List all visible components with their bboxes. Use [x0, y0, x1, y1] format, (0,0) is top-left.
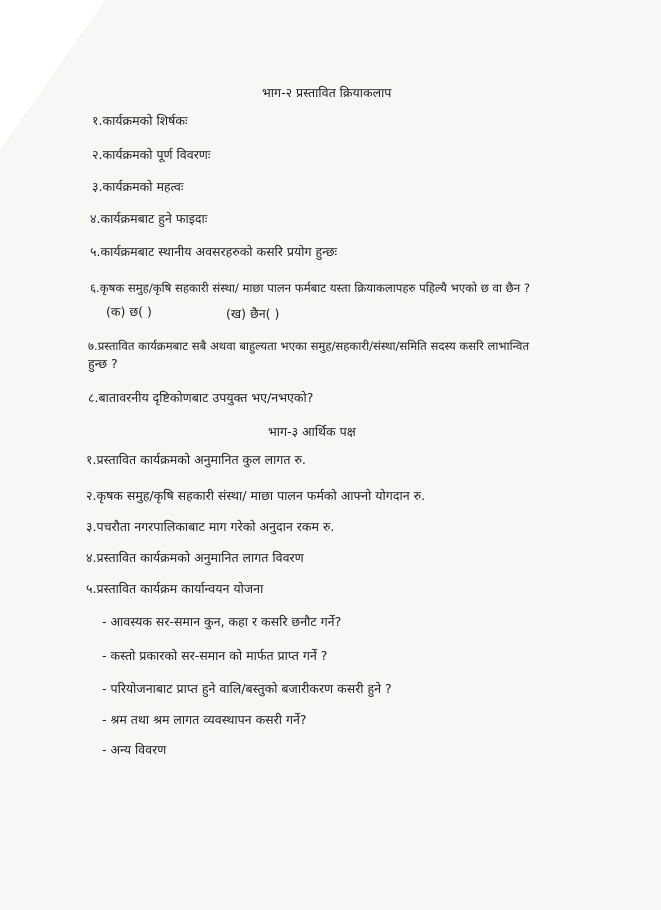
question-own-contribution: २.कृषक समुह/कृषि सहकारी संस्था/ माछा पालन फर्मको आफ्नो योगदान रु. [86, 488, 426, 503]
question-grant-amount: ३.पचरौता नगरपालिकाबाट माग गरेको अनुदान रकम रु. [86, 519, 335, 534]
question-local-opportunities: ५.कार्यक्रमबाट स्थानीय अवसरहरुको कसरि प्रयोग हुन्छः [90, 244, 337, 259]
question-total-cost: १.प्रस्तावित कार्यक्रमको अनुमानित कुल लागत रु. [86, 452, 306, 467]
section-2-heading: भाग-२ प्रस्तावित क्रियाकलाप [262, 85, 392, 100]
question-title: १.कार्यक्रमको शिर्षकः [92, 113, 188, 128]
sub-item-marketing: - परियोजनाबाट प्राप्त हुने वालि/बस्तुको बजारीकरण कसरी हुने ? [102, 681, 392, 696]
sub-item-other-details: - अन्य विवरण [102, 742, 167, 757]
option-no: (ख) छैन( ) [226, 306, 280, 321]
question-previous-activities: ६.कृषक समुह/कृषि सहकारी संस्था/ माछा पालन फर्मबाट यस्ता क्रियाकलापहरु पहिल्यै भएको छ वा छैन ? [90, 281, 531, 295]
question-member-benefit-line-2: हुन्छ ? [88, 356, 118, 371]
question-environment: ८.बातावरनीय दृष्टिकोणबाट उपयुक्त भए/नभएको? [88, 390, 314, 405]
question-cost-details: ४.प्रस्तावित कार्यक्रमको अनुमानित लागत विवरण [86, 550, 304, 565]
sub-item-materials-procurement: - कस्तो प्रकारको सर-समान को मार्फत प्राप्त गर्ने ? [102, 648, 328, 663]
question-importance: ३.कार्यक्रमको महत्वः [92, 179, 184, 194]
page-corner-background [0, 0, 105, 150]
option-yes: (क) छ( ) [106, 304, 152, 319]
sub-item-labor-management: - श्रम तथा श्रम लागत व्यवस्थापन कसरी गर्ने? [102, 712, 307, 727]
question-benefits: ४.कार्यक्रमबाट हुने फाइदाः [90, 211, 208, 226]
question-implementation-plan: ५.प्रस्तावित कार्यक्रम कार्यान्वयन योजना [86, 581, 264, 596]
sub-item-materials-selection: - आवस्यक सर-समान कुन, कहा र कसरि छनौट गर्ने? [102, 614, 342, 629]
question-member-benefit-line-1: ७.प्रस्तावित कार्यक्रमबाट सबै अथवा बाहुल्यता भएका समुह/सहकारी/संस्था/समिति सदस्य कसरि लाभान्वित [88, 339, 530, 353]
section-3-heading: भाग-३ आर्थिक पक्ष [268, 424, 356, 439]
question-full-description: २.कार्यक्रमको पूर्ण विवरणः [92, 147, 211, 162]
